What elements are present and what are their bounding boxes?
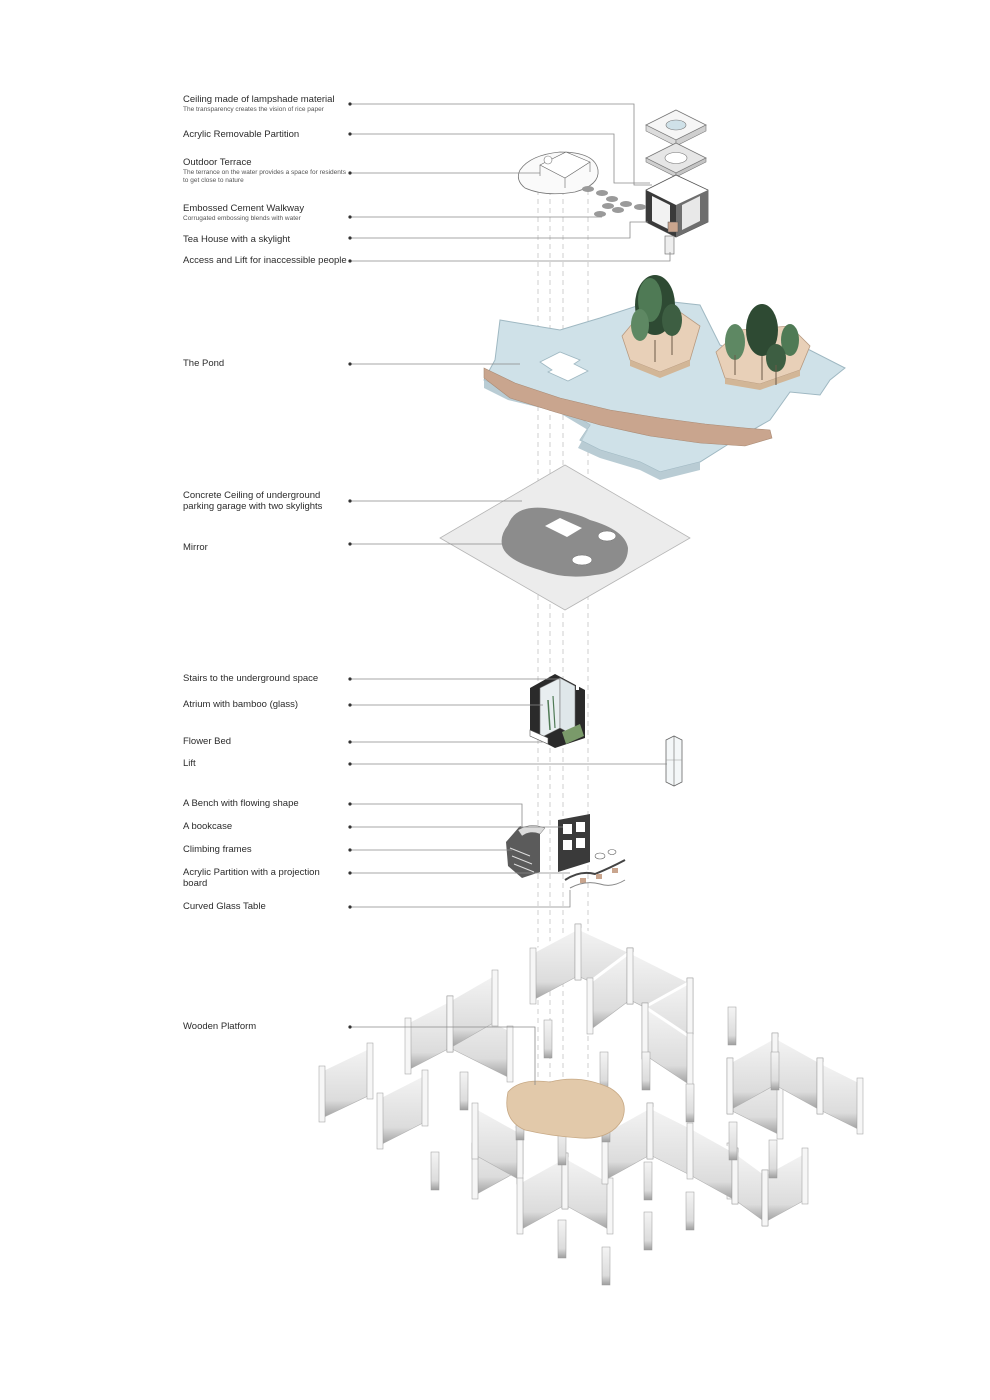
label-walkway-sub: Corrugated embossing blends with water bbox=[183, 215, 301, 222]
atrium-stairs bbox=[530, 674, 585, 748]
label-concrete-ceiling-title: Concrete Ceiling of underground parking garage with two skylights bbox=[183, 490, 323, 512]
label-bench-title: A Bench with flowing shape bbox=[183, 798, 299, 809]
furniture-cluster bbox=[506, 814, 625, 888]
label-concrete-ceiling bbox=[183, 490, 348, 512]
column bbox=[686, 1084, 694, 1122]
label-ceiling-sub: The transparency creates the vision of rice paper bbox=[183, 106, 324, 113]
wall-segment bbox=[405, 996, 453, 1074]
wall-segment bbox=[817, 1058, 863, 1134]
label-climbing bbox=[183, 844, 348, 855]
label-stairs bbox=[183, 673, 348, 684]
label-pond bbox=[183, 358, 348, 369]
column bbox=[460, 1072, 468, 1110]
label-ceiling-title: Ceiling made of lampshade material bbox=[183, 94, 335, 105]
column bbox=[544, 1020, 552, 1058]
tea-house bbox=[646, 175, 708, 254]
wall-segment bbox=[530, 924, 581, 1004]
label-outdoor-terrace-sub: The terrance on the water provides a space for residents to get close to nature bbox=[183, 169, 346, 184]
label-access-lift-title: Access and Lift for inaccessible people bbox=[183, 255, 347, 266]
label-bookcase bbox=[183, 821, 348, 832]
column bbox=[769, 1140, 777, 1178]
lift-shaft bbox=[666, 736, 682, 786]
label-lift-title: Lift bbox=[183, 758, 196, 769]
label-atrium bbox=[183, 699, 348, 710]
column bbox=[771, 1052, 779, 1090]
label-lift bbox=[183, 758, 348, 769]
label-ceiling bbox=[183, 94, 348, 114]
column bbox=[644, 1162, 652, 1200]
wooden-platform bbox=[507, 1079, 625, 1138]
label-outdoor-terrace-title: Outdoor Terrace bbox=[183, 157, 252, 168]
leader-dots bbox=[348, 102, 351, 1028]
label-outdoor-terrace bbox=[183, 157, 348, 184]
wall-segment bbox=[319, 1043, 373, 1122]
label-wooden-platform bbox=[183, 1021, 348, 1032]
wall-segment bbox=[377, 1070, 428, 1149]
label-climbing-title: Climbing frames bbox=[183, 844, 252, 855]
column bbox=[431, 1152, 439, 1190]
column bbox=[644, 1212, 652, 1250]
label-acrylic-partition bbox=[183, 129, 348, 140]
label-mirror bbox=[183, 542, 348, 553]
label-flower-bed-title: Flower Bed bbox=[183, 736, 232, 747]
label-bench bbox=[183, 798, 348, 809]
label-atrium-title: Atrium with bamboo (glass) bbox=[183, 699, 299, 710]
label-projection-partition-title: Acrylic Partition with a projection board bbox=[183, 867, 320, 889]
label-access-lift bbox=[183, 255, 353, 266]
column bbox=[642, 1052, 650, 1090]
underground-walls bbox=[319, 924, 863, 1234]
embossed-walkway-stones bbox=[582, 186, 646, 217]
label-acrylic-partition-title: Acrylic Removable Partition bbox=[183, 129, 300, 140]
label-projection-partition bbox=[183, 867, 348, 889]
label-walkway bbox=[183, 203, 348, 223]
label-stairs-title: Stairs to the underground space bbox=[183, 673, 319, 684]
label-tea-house-title: Tea House with a skylight bbox=[183, 234, 291, 245]
column bbox=[602, 1247, 610, 1285]
column bbox=[686, 1192, 694, 1230]
ceiling-panel-top bbox=[646, 110, 706, 146]
column bbox=[728, 1007, 736, 1045]
label-walkway-title: Embossed Cement Walkway bbox=[183, 203, 305, 214]
label-bookcase-title: A bookcase bbox=[183, 821, 233, 832]
leader-lines bbox=[350, 104, 670, 1085]
acrylic-partition-panel bbox=[646, 143, 706, 177]
column bbox=[558, 1220, 566, 1258]
label-flower-bed bbox=[183, 736, 348, 747]
label-glass-table-title: Curved Glass Table bbox=[183, 901, 266, 912]
label-glass-table bbox=[183, 901, 348, 912]
label-wooden-platform-title: Wooden Platform bbox=[183, 1021, 257, 1032]
column bbox=[729, 1122, 737, 1160]
label-pond-title: The Pond bbox=[183, 358, 225, 369]
label-mirror-title: Mirror bbox=[183, 542, 208, 553]
label-tea-house bbox=[183, 234, 348, 245]
